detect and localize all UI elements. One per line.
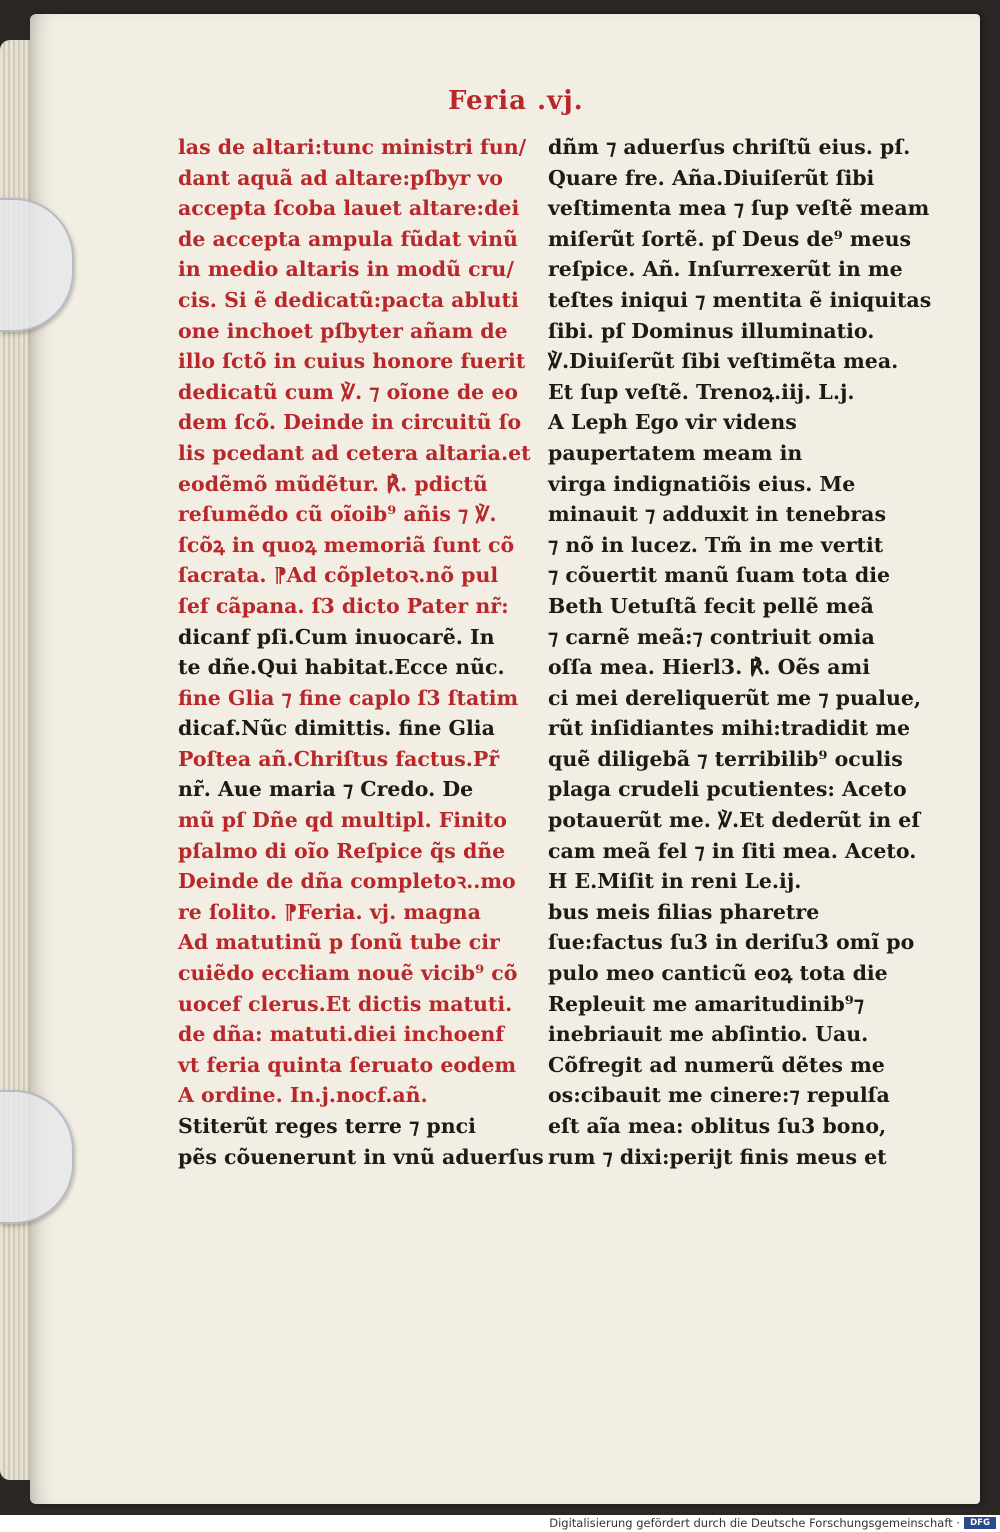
left-column-line: pẽs cõuenerunt in vnũ aduerſus [178, 1144, 544, 1169]
left-column-line: nr̃. Aue maria ⁊ Credo. De [178, 777, 474, 802]
right-column-line: veſtimenta mea ⁊ ſup veſtẽ meam [548, 196, 930, 221]
right-column-line: rum ⁊ dixi:perijt finis meus et [548, 1144, 887, 1169]
right-column-line: ℣.Diuiſerũt ſibi veſtimẽta mea. [548, 349, 899, 374]
left-column-line: uocef clerus.Et dictis matuti. [178, 991, 513, 1016]
left-column-line: mũ pſ Dñe qd multipl. Finito [178, 808, 507, 833]
right-column-line: H E.Miſit in reni Le.ij. [548, 869, 802, 894]
dfg-logo: DFG [964, 1517, 996, 1529]
left-column-line: pſalmo di oĩo Reſpice q̃s dñe [178, 838, 506, 863]
funding-credit: Digitalisierung gefördert durch die Deutsche Forschungsgemeinschaft · [549, 1516, 960, 1530]
right-column-line: minauit ⁊ adduxit in tenebras [548, 502, 887, 527]
left-column-line: re ſolito. ⁋Feria. vj. magna [178, 899, 481, 924]
right-column-line: bus meis filias pharetre [548, 899, 820, 924]
left-column-line: dedicatũ cum ℣. ⁊ oĩone de eo [178, 379, 519, 404]
left-column-line: illo ſctõ in cuius honore fuerit [178, 349, 526, 374]
left-column-line: one inchoet pſbyter añam de [178, 318, 508, 343]
right-column-line: Quare fre. Aña.Diuiſerũt ſibi [548, 165, 875, 190]
right-column-line: Cõfregit ad numerũ dẽtes me [548, 1052, 885, 1077]
left-column-line: in medio altaris in modũ cru/ [178, 257, 514, 282]
right-column-line: ſibi. pſ Dominus illuminatio. [548, 318, 875, 343]
right-column-line: ſue:factus ſu3 in deriſu3 omĩ po [548, 930, 915, 955]
left-column-line: Stiterũt reges terre ⁊ pnci [178, 1114, 476, 1138]
left-column-line: ſef cãpana. ſ3 dicto Pater nr̃: [178, 593, 509, 618]
left-column-line: eodẽmõ mũdẽtur. ℟. pdictũ [178, 471, 488, 496]
right-column-line: ⁊ nõ in lucez. Tm̃ in me vertit [548, 532, 884, 557]
right-column-line: ⁊ carnẽ meã:⁊ contriuit omia [548, 624, 875, 649]
right-column-line: dñm ⁊ aduerſus chriſtũ eius. pſ. [548, 135, 911, 159]
right-column-line: Et ſup veſtẽ. Trenoꝝ.iij. L.j. [548, 379, 855, 404]
right-column-line: ci mei dereliquerũt me ⁊ pualue, [548, 685, 922, 710]
right-column-line: quẽ diligebã ⁊ terribilib⁹ oculis [548, 746, 903, 771]
left-column-line: reſumẽdo cũ oĩoib⁹ añis ⁊ ℣. [178, 502, 497, 527]
right-column-line: reſpice. Añ. Inſurrexerũt in me [548, 257, 903, 282]
left-column-line: A ordine. In.j.nocf.añ. [178, 1083, 428, 1108]
left-column-line: dant aquã ad altare:pſbyr vo [178, 165, 503, 190]
right-column-line: Beth Uetuſtã fecit pellẽ meã [548, 593, 874, 618]
right-column-line: Repleuit me amaritudinib⁹⁊ [548, 991, 864, 1016]
left-column-line: las de altari:tunc ministri fun/ [178, 135, 527, 159]
left-text-column [178, 132, 544, 1172]
left-column-line: lis pcedant ad cetera altaria.et [178, 440, 531, 465]
left-column-line: accepta ſcoba lauet altare:dei [178, 196, 520, 221]
left-column-line: dicaf.Nũc dimittis. fine Glia [178, 716, 495, 741]
right-column-line: pulo meo canticũ eoꝝ tota die [548, 961, 888, 986]
right-column-line: teſtes iniqui ⁊ mentita ẽ iniquitas [548, 287, 932, 312]
left-column-line: de accepta ampula fũdat vinũ [178, 226, 518, 251]
footer-bar [0, 1515, 1000, 1532]
left-column-line: Deinde de dña completoꝛ..mo [178, 869, 516, 894]
left-column-line: ſacrata. ⁋Ad cõpletoꝛ.nõ pul [178, 563, 499, 588]
right-text-column [548, 132, 932, 1172]
right-column-line: paupertatem meam in [548, 440, 803, 465]
left-column-line: dem ſcõ. Deinde in circuitũ ſo [178, 410, 522, 435]
page-headline: Feria .vj. [448, 86, 584, 116]
left-column-line: cis. Si ẽ dedicatũ:pacta abluti [178, 287, 519, 312]
left-column-line: ſcõꝝ in quoꝝ memoriã ſunt cõ [178, 532, 515, 557]
right-column-line: A Leph Ego vir videns [548, 410, 797, 435]
right-column-line: virga indignatiõis eius. Me [548, 471, 856, 496]
left-column-line: cuiẽdo eccłiam nouẽ vicib⁹ cõ [178, 961, 518, 986]
left-column-line: Ad matutinũ p ſonũ tube cir [178, 930, 500, 955]
right-column-line: plaga crudeli pcutientes: Aceto [548, 777, 907, 802]
left-column-line: de dña: matuti.diei inchoenf [178, 1022, 505, 1047]
right-column-line: ⁊ cõuertit manũ ſuam tota die [548, 563, 891, 588]
left-column-line: fine Glia ⁊ fine caplo ſ3 ſtatim [178, 685, 519, 710]
right-column-line: eſt aĩa mea: oblitus ſu3 bono, [548, 1114, 887, 1138]
right-column-line: potauerũt me. ℣.Et dederũt in eſ [548, 808, 921, 833]
left-column-line: vt feria quinta ſeruato eodem [178, 1052, 517, 1077]
right-column-line: inebriauit me abſintio. Uau. [548, 1022, 869, 1047]
left-column-line: Poſtea añ.Chriſtus factus.Pr̃ [178, 746, 500, 771]
right-column-line: rũt inſidiantes mihi:tradidit me [548, 716, 910, 741]
right-column-line: miſerũt ſortẽ. pſ Deus de⁹ meus [548, 226, 912, 251]
right-column-line: oſſa mea. Hierl3. ℟. Oẽs ami [548, 655, 870, 680]
right-column-line: os:cibauit me cinere:⁊ repulſa [548, 1083, 890, 1108]
right-column-line: cam meã fel ⁊ in ſiti mea. Aceto. [548, 838, 917, 863]
left-column-line: te dñe.Qui habitat.Ecce nũc. [178, 655, 505, 680]
left-column-line: dicanf pſi.Cum inuocarẽ. In [178, 624, 495, 649]
